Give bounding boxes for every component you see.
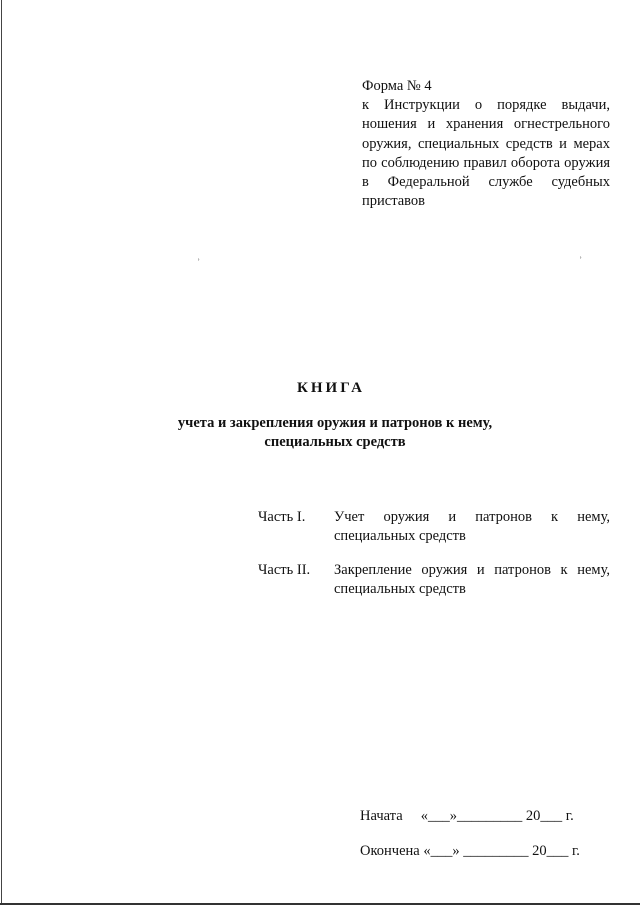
scan-speck: ˒ (579, 251, 583, 262)
scan-speck: ˒ (197, 253, 201, 264)
part-two-label: Часть II. (258, 562, 311, 578)
form-header (362, 77, 610, 211)
part-one-text: Учет оружия и патронов к нему, специальных средств (334, 509, 610, 544)
start-date-line: Начата «___»_________ 20___ г. (360, 808, 574, 824)
part-one (258, 508, 610, 545)
part-two (258, 561, 610, 598)
form-number: Форма № 4 (362, 78, 432, 94)
book-title: КНИГА (297, 380, 365, 396)
instruction-reference: к Инструкции о порядке выдачи, ношения и хранения огнестрельного оружия, специальных средств и мерах по соблюдению правил оборота оружия в Федеральной службе судебных приставов (362, 97, 610, 210)
part-two-text: Закрепление оружия и патронов к нему, специальных средств (334, 562, 610, 597)
scan-left-edge (1, 0, 2, 905)
part-one-label: Часть I. (258, 509, 306, 525)
end-date-line: Окончена «___» _________ 20___ г. (360, 843, 580, 859)
book-subtitle: учета и закрепления оружия и патронов к нему, специальных средств (177, 415, 493, 450)
